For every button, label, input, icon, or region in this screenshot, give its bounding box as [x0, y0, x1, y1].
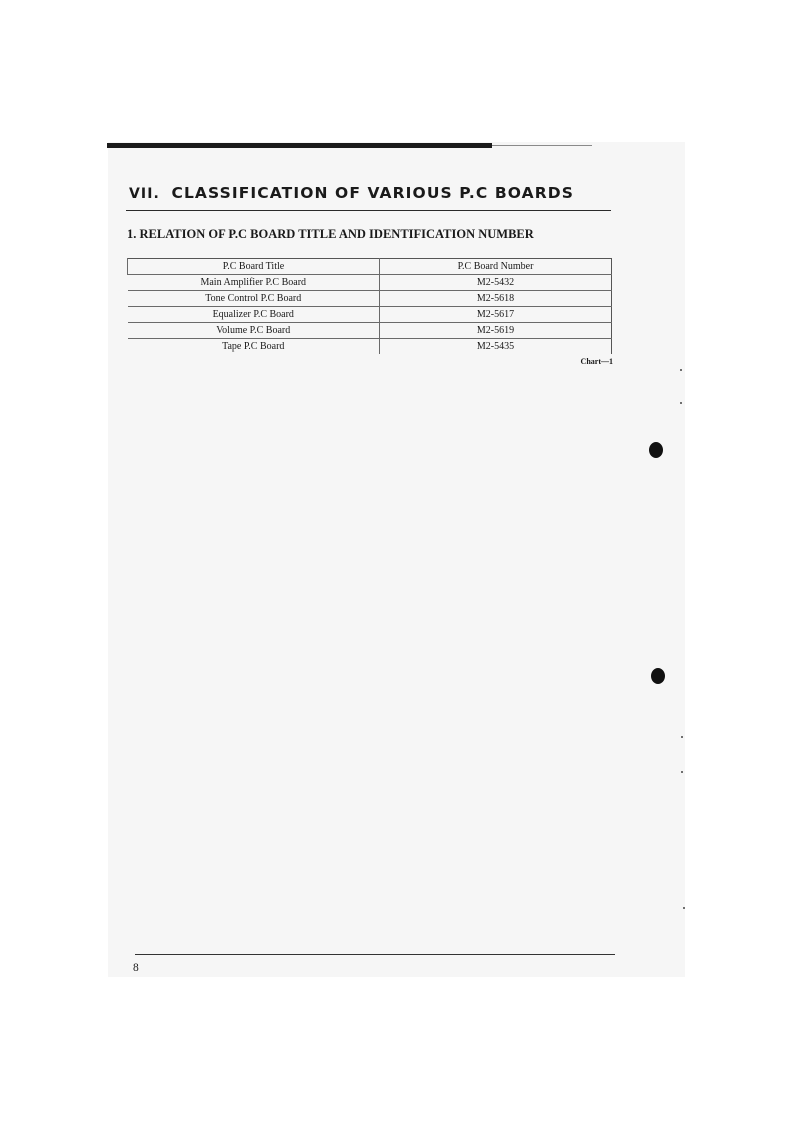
board-number-cell: M2-5435	[476, 341, 515, 352]
board-title-cell: Equalizer P.C Board	[128, 307, 380, 323]
top-rule	[107, 143, 492, 148]
table-row	[128, 307, 612, 323]
scan-speck	[680, 369, 682, 371]
board-number-cell: M2-5617	[380, 307, 612, 323]
section-numeral: VII.	[129, 186, 160, 202]
board-number-cell: M2-5618	[380, 291, 612, 307]
table-row	[128, 275, 612, 291]
top-rule-extension	[492, 145, 592, 146]
pc-board-table	[127, 258, 612, 354]
section-heading	[129, 184, 574, 202]
board-title-cell: Main Amplifier P.C Board	[128, 275, 380, 291]
column-header-number: P.C Board Number	[380, 259, 612, 275]
binder-hole	[649, 442, 663, 458]
board-title-cell: Tone Control P.C Board	[128, 291, 380, 307]
chart-caption: Chart—1	[580, 357, 613, 366]
scan-speck	[681, 736, 683, 738]
column-header-title: P.C Board Title	[128, 259, 380, 275]
scan-speck	[681, 771, 683, 773]
binder-hole	[651, 668, 665, 684]
board-title-cell: Volume P.C Board	[128, 323, 380, 339]
table-row	[128, 323, 612, 339]
page-number: 8	[133, 962, 139, 974]
board-number-cell: M2-5432	[380, 275, 612, 291]
table-header-row	[128, 259, 612, 275]
footer-rule	[135, 954, 615, 955]
table-row	[128, 339, 612, 355]
board-number-cell: M2-5619	[380, 323, 612, 339]
board-title-cell: Tape P.C Board	[128, 339, 380, 355]
scan-speck	[680, 402, 682, 404]
table-row	[128, 291, 612, 307]
section-title: CLASSIFICATION OF VARIOUS P.C BOARDS	[171, 184, 574, 202]
scan-speck	[683, 907, 685, 909]
subsection-title: 1. RELATION OF P.C BOARD TITLE AND IDENTIFICATION NUMBER	[127, 227, 534, 241]
heading-rule	[126, 210, 611, 211]
